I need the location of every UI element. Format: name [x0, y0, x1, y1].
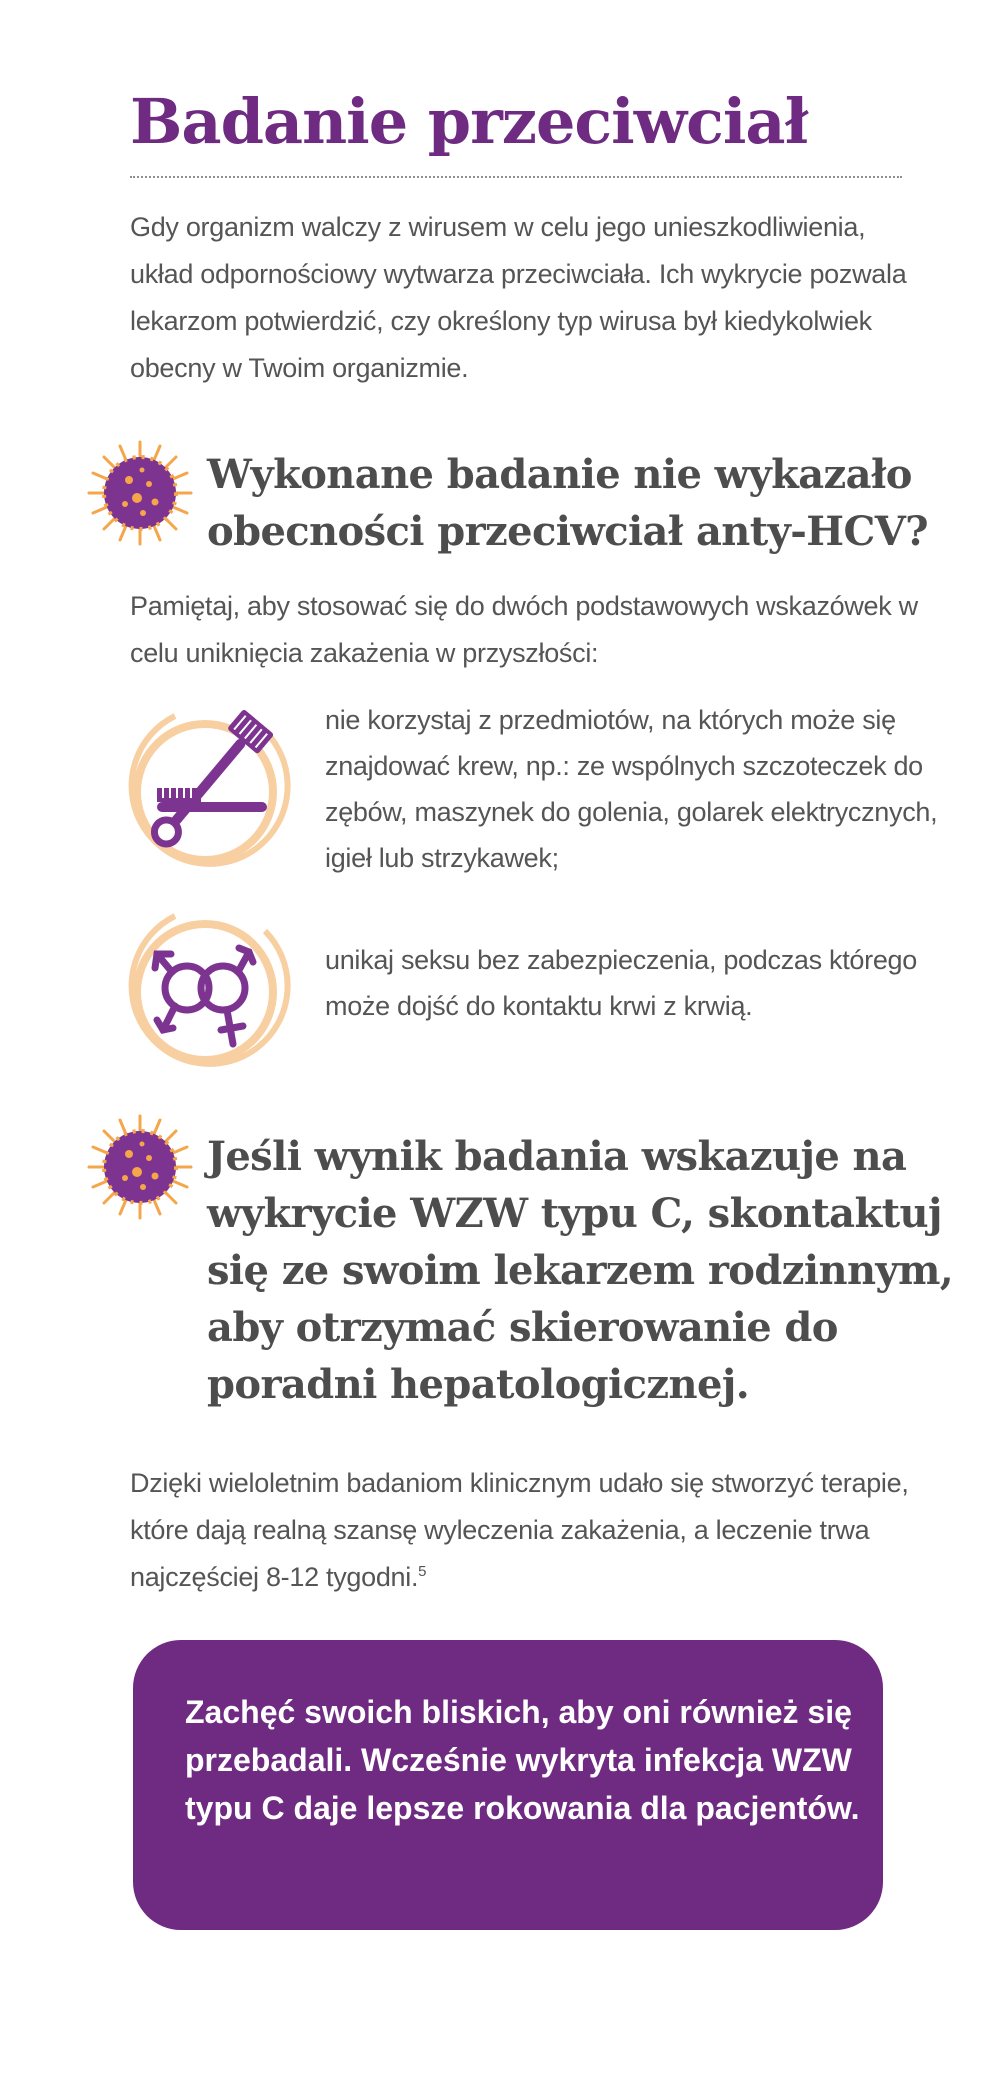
intro-paragraph: Gdy organizm walczy z wirusem w celu jego unieszkodliwienia, układ odpornościowy wytwarza przeciwciała. Ich wykrycie pozwala lekarzom potwierdzić, czy określony typ wirusa był kiedykolwiek obecny w Twoim organizmie. — [130, 212, 907, 383]
page-title: Badanie przeciwciał — [130, 85, 808, 158]
dotted-divider — [130, 176, 902, 178]
callout-box — [133, 1640, 883, 1930]
callout-text: Zachęć swoich bliskich, aby oni również się przebadali. Wcześnie wykryta infekcja WZW typu C daje lepsze rokowania dla pacjentów. — [185, 1694, 860, 1826]
positive-result-heading: Jeśli wynik badania wskazuje na wykrycie WZW typu C, skontaktuj się ze swoim lekarzem rodzinnym, aby otrzymać skierowanie do poradni hepatologicznej. — [207, 1133, 954, 1408]
tip-safe-sex: unikaj seksu bez zabezpieczenia, podczas którego może dojść do kontaktu krwi z krwią. — [325, 945, 917, 1021]
therapy-paragraph — [130, 1460, 910, 1601]
tip-shared-items: nie korzystaj z przedmiotów, na których może się znajdować krew, np.: ze wspólnych szczoteczek do zębów, maszynek do golenia, golarek elektrycznych, igieł lub strzykawek; — [325, 705, 938, 873]
gender-symbols-icon — [115, 896, 295, 1076]
razor-toothbrush-icon — [115, 696, 295, 876]
footnote-marker: 5 — [418, 1563, 427, 1580]
virus-icon — [85, 1112, 195, 1222]
negative-result-heading: Wykonane badanie nie wykazało obecności przeciwciał anty-HCV? — [207, 451, 929, 555]
prevention-lead: Pamiętaj, aby stosować się do dwóch podstawowych wskazówek w celu uniknięcia zakażenia w przyszłości: — [130, 591, 918, 668]
virus-icon — [85, 438, 195, 548]
therapy-text: Dzięki wieloletnim badaniom klinicznym udało się stworzyć terapie, które dają realną szansę wyleczenia zakażenia, a leczenie trwa najczęściej 8-12 tygodni. — [130, 1468, 909, 1592]
